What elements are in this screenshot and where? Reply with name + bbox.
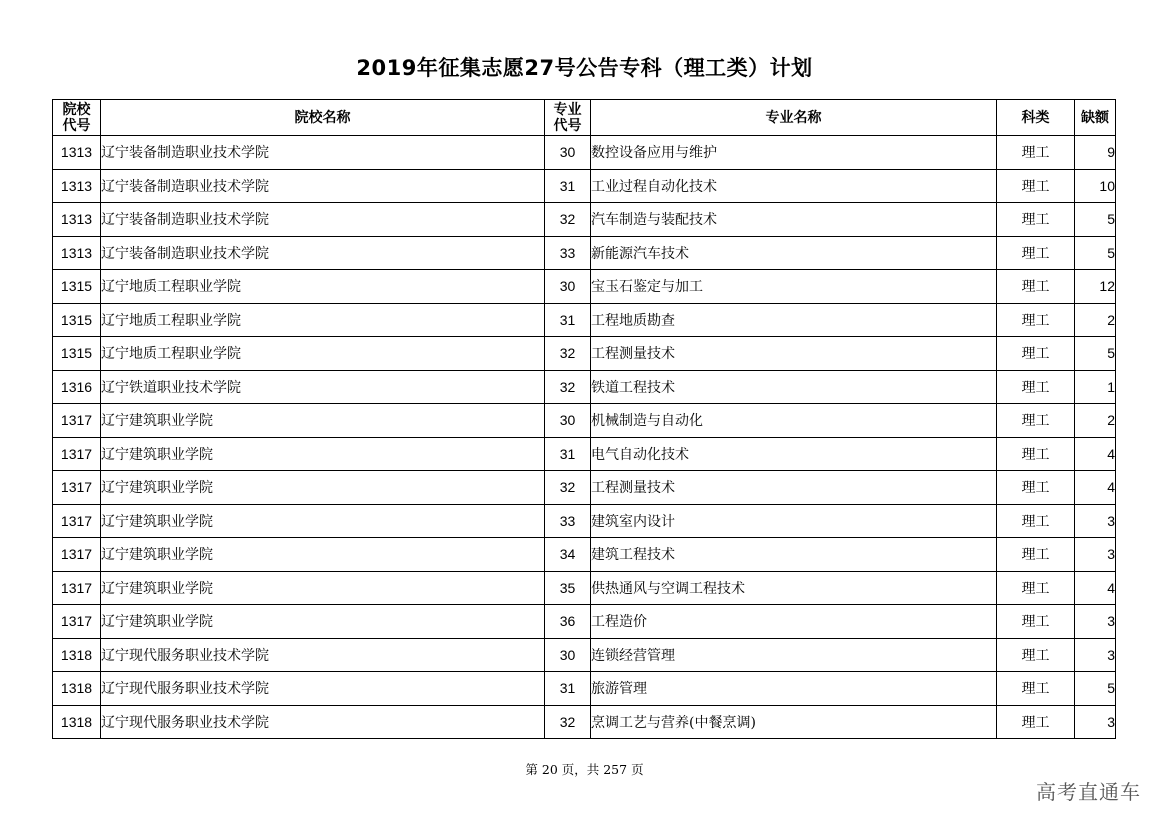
cell-vacancy: 3 bbox=[1075, 705, 1116, 739]
table-row bbox=[53, 504, 1116, 538]
table-row bbox=[53, 672, 1116, 706]
cell-major-name: 旅游管理 bbox=[591, 672, 997, 706]
cell-major-name: 工程地质勘查 bbox=[591, 303, 997, 337]
cell-school-code: 1317 bbox=[53, 605, 101, 639]
table-row bbox=[53, 270, 1116, 304]
enrollment-plan-table bbox=[52, 99, 1116, 739]
cell-major-code: 32 bbox=[545, 705, 591, 739]
cell-category: 理工 bbox=[997, 705, 1075, 739]
cell-vacancy: 3 bbox=[1075, 638, 1116, 672]
cell-vacancy: 10 bbox=[1075, 169, 1116, 203]
cell-school-name: 辽宁地质工程职业学院 bbox=[101, 303, 545, 337]
cell-category: 理工 bbox=[997, 571, 1075, 605]
page-footer: 第 20 页，共 257 页 bbox=[525, 762, 644, 777]
cell-major-name: 工程测量技术 bbox=[591, 471, 997, 505]
header-school-name: 院校名称 bbox=[101, 100, 545, 136]
cell-category: 理工 bbox=[997, 504, 1075, 538]
cell-school-name: 辽宁现代服务职业技术学院 bbox=[101, 672, 545, 706]
header-school-code: 院校 代号 bbox=[53, 100, 101, 136]
cell-category: 理工 bbox=[997, 136, 1075, 170]
cell-school-name: 辽宁建筑职业学院 bbox=[101, 504, 545, 538]
cell-vacancy: 3 bbox=[1075, 538, 1116, 572]
cell-school-name: 辽宁装备制造职业技术学院 bbox=[101, 236, 545, 270]
cell-vacancy: 2 bbox=[1075, 404, 1116, 438]
cell-vacancy: 1 bbox=[1075, 370, 1116, 404]
cell-category: 理工 bbox=[997, 538, 1075, 572]
cell-school-code: 1317 bbox=[53, 538, 101, 572]
cell-major-name: 建筑工程技术 bbox=[591, 538, 997, 572]
cell-major-name: 供热通风与空调工程技术 bbox=[591, 571, 997, 605]
cell-school-code: 1315 bbox=[53, 337, 101, 371]
cell-category: 理工 bbox=[997, 270, 1075, 304]
cell-school-code: 1317 bbox=[53, 437, 101, 471]
cell-major-code: 30 bbox=[545, 404, 591, 438]
cell-school-name: 辽宁铁道职业技术学院 bbox=[101, 370, 545, 404]
table-row bbox=[53, 437, 1116, 471]
table-row bbox=[53, 136, 1116, 170]
cell-school-code: 1313 bbox=[53, 203, 101, 237]
cell-major-name: 连锁经营管理 bbox=[591, 638, 997, 672]
cell-category: 理工 bbox=[997, 337, 1075, 371]
cell-school-code: 1317 bbox=[53, 571, 101, 605]
cell-major-name: 烹调工艺与营养(中餐烹调) bbox=[591, 705, 997, 739]
cell-school-name: 辽宁建筑职业学院 bbox=[101, 605, 545, 639]
header-category: 科类 bbox=[997, 100, 1075, 136]
cell-category: 理工 bbox=[997, 169, 1075, 203]
table-row bbox=[53, 370, 1116, 404]
cell-school-name: 辽宁装备制造职业技术学院 bbox=[101, 136, 545, 170]
cell-vacancy: 2 bbox=[1075, 303, 1116, 337]
table-row bbox=[53, 705, 1116, 739]
cell-school-name: 辽宁建筑职业学院 bbox=[101, 437, 545, 471]
cell-school-name: 辽宁建筑职业学院 bbox=[101, 471, 545, 505]
cell-school-name: 辽宁建筑职业学院 bbox=[101, 404, 545, 438]
cell-major-code: 33 bbox=[545, 236, 591, 270]
cell-vacancy: 5 bbox=[1075, 236, 1116, 270]
cell-major-code: 35 bbox=[545, 571, 591, 605]
cell-school-code: 1318 bbox=[53, 672, 101, 706]
cell-vacancy: 9 bbox=[1075, 136, 1116, 170]
cell-major-code: 31 bbox=[545, 303, 591, 337]
cell-school-name: 辽宁地质工程职业学院 bbox=[101, 337, 545, 371]
cell-category: 理工 bbox=[997, 471, 1075, 505]
cell-school-name: 辽宁建筑职业学院 bbox=[101, 571, 545, 605]
cell-vacancy: 3 bbox=[1075, 605, 1116, 639]
cell-vacancy: 3 bbox=[1075, 504, 1116, 538]
watermark-logo: 高考直通车 bbox=[1036, 780, 1141, 804]
cell-category: 理工 bbox=[997, 370, 1075, 404]
cell-school-code: 1315 bbox=[53, 303, 101, 337]
cell-major-name: 汽车制造与装配技术 bbox=[591, 203, 997, 237]
cell-school-code: 1315 bbox=[53, 270, 101, 304]
cell-school-code: 1317 bbox=[53, 471, 101, 505]
cell-major-code: 36 bbox=[545, 605, 591, 639]
cell-school-code: 1317 bbox=[53, 404, 101, 438]
cell-vacancy: 5 bbox=[1075, 203, 1116, 237]
cell-major-name: 新能源汽车技术 bbox=[591, 236, 997, 270]
cell-major-code: 30 bbox=[545, 136, 591, 170]
cell-major-code: 34 bbox=[545, 538, 591, 572]
cell-category: 理工 bbox=[997, 672, 1075, 706]
cell-school-code: 1318 bbox=[53, 705, 101, 739]
cell-category: 理工 bbox=[997, 404, 1075, 438]
cell-category: 理工 bbox=[997, 203, 1075, 237]
cell-category: 理工 bbox=[997, 236, 1075, 270]
cell-category: 理工 bbox=[997, 638, 1075, 672]
cell-school-code: 1316 bbox=[53, 370, 101, 404]
cell-vacancy: 4 bbox=[1075, 437, 1116, 471]
cell-school-code: 1318 bbox=[53, 638, 101, 672]
table-body bbox=[53, 136, 1116, 739]
cell-major-code: 30 bbox=[545, 270, 591, 304]
cell-school-code: 1317 bbox=[53, 504, 101, 538]
cell-major-code: 31 bbox=[545, 169, 591, 203]
cell-school-code: 1313 bbox=[53, 236, 101, 270]
cell-school-name: 辽宁装备制造职业技术学院 bbox=[101, 203, 545, 237]
cell-major-name: 工程造价 bbox=[591, 605, 997, 639]
cell-major-name: 电气自动化技术 bbox=[591, 437, 997, 471]
cell-major-name: 铁道工程技术 bbox=[591, 370, 997, 404]
table-row bbox=[53, 303, 1116, 337]
table-row bbox=[53, 337, 1116, 371]
header-major-code: 专业 代号 bbox=[545, 100, 591, 136]
cell-vacancy: 4 bbox=[1075, 471, 1116, 505]
table-row bbox=[53, 169, 1116, 203]
table-row bbox=[53, 404, 1116, 438]
cell-major-code: 32 bbox=[545, 203, 591, 237]
page-title: 2019年征集志愿27号公告专科（理工类）计划 bbox=[356, 56, 813, 80]
cell-major-name: 数控设备应用与维护 bbox=[591, 136, 997, 170]
cell-school-name: 辽宁地质工程职业学院 bbox=[101, 270, 545, 304]
cell-category: 理工 bbox=[997, 605, 1075, 639]
cell-school-name: 辽宁现代服务职业技术学院 bbox=[101, 638, 545, 672]
cell-major-name: 机械制造与自动化 bbox=[591, 404, 997, 438]
cell-category: 理工 bbox=[997, 437, 1075, 471]
cell-major-name: 工业过程自动化技术 bbox=[591, 169, 997, 203]
cell-major-name: 建筑室内设计 bbox=[591, 504, 997, 538]
cell-school-code: 1313 bbox=[53, 169, 101, 203]
cell-school-name: 辽宁建筑职业学院 bbox=[101, 538, 545, 572]
table-row bbox=[53, 571, 1116, 605]
cell-school-name: 辽宁现代服务职业技术学院 bbox=[101, 705, 545, 739]
table-row bbox=[53, 605, 1116, 639]
cell-vacancy: 5 bbox=[1075, 672, 1116, 706]
cell-category: 理工 bbox=[997, 303, 1075, 337]
table-header-row bbox=[53, 100, 1116, 136]
cell-major-code: 32 bbox=[545, 370, 591, 404]
header-vacancy: 缺额 bbox=[1075, 100, 1116, 136]
table-row bbox=[53, 236, 1116, 270]
table-row bbox=[53, 471, 1116, 505]
cell-major-code: 31 bbox=[545, 437, 591, 471]
cell-school-name: 辽宁装备制造职业技术学院 bbox=[101, 169, 545, 203]
cell-major-code: 31 bbox=[545, 672, 591, 706]
header-major-name: 专业名称 bbox=[591, 100, 997, 136]
cell-major-code: 30 bbox=[545, 638, 591, 672]
cell-major-code: 33 bbox=[545, 504, 591, 538]
cell-school-code: 1313 bbox=[53, 136, 101, 170]
cell-major-name: 宝玉石鉴定与加工 bbox=[591, 270, 997, 304]
cell-vacancy: 5 bbox=[1075, 337, 1116, 371]
cell-major-name: 工程测量技术 bbox=[591, 337, 997, 371]
cell-vacancy: 12 bbox=[1075, 270, 1116, 304]
table-row bbox=[53, 203, 1116, 237]
cell-major-code: 32 bbox=[545, 471, 591, 505]
table-row bbox=[53, 638, 1116, 672]
cell-vacancy: 4 bbox=[1075, 571, 1116, 605]
cell-major-code: 32 bbox=[545, 337, 591, 371]
table-row bbox=[53, 538, 1116, 572]
